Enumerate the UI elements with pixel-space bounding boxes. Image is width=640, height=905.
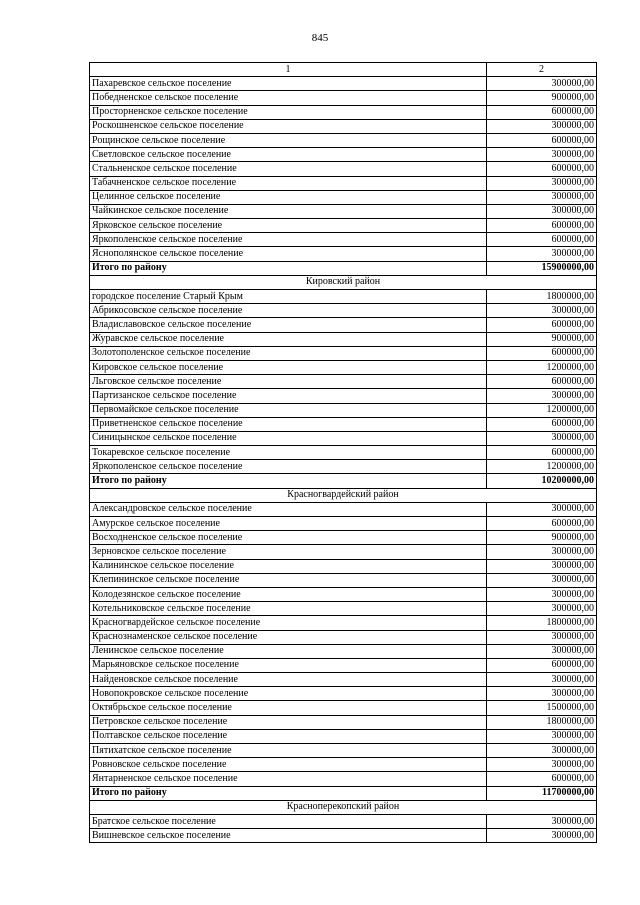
table-row [90, 758, 597, 772]
amount-cell: 1800000,00 [487, 616, 597, 630]
table-row [90, 318, 597, 332]
amount-cell: 600000,00 [487, 162, 597, 176]
settlement-name: Первомайское сельское поселение [90, 403, 487, 417]
amount-cell: 600000,00 [487, 346, 597, 360]
table-row [90, 304, 597, 318]
settlement-name: Янтарненское сельское поселение [90, 772, 487, 786]
amount-cell: 1800000,00 [487, 715, 597, 729]
table-row [90, 148, 597, 162]
settlement-name: Целинное сельское поселение [90, 190, 487, 204]
district-total-row [90, 261, 597, 275]
table-row [90, 204, 597, 218]
amount-cell: 900000,00 [487, 332, 597, 346]
settlement-name: Стальненское сельское поселение [90, 162, 487, 176]
table-row [90, 219, 597, 233]
header-row [90, 63, 597, 77]
amount-cell: 900000,00 [487, 91, 597, 105]
settlement-name: Просторненское сельское поселение [90, 105, 487, 119]
settlement-name: Зерновское сельское поселение [90, 545, 487, 559]
section-header-row [90, 800, 597, 814]
table-row [90, 673, 597, 687]
amount-cell: 300000,00 [487, 559, 597, 573]
settlement-name: Партизанское сельское поселение [90, 389, 487, 403]
district-name: Красногвардейский район [90, 488, 597, 502]
district-name: Красноперекопский район [90, 800, 597, 814]
settlement-name: Полтавское сельское поселение [90, 729, 487, 743]
table-row [90, 658, 597, 672]
table-row [90, 573, 597, 587]
amount-cell: 300000,00 [487, 77, 597, 91]
budget-table [89, 62, 597, 843]
table-row [90, 829, 597, 843]
settlement-name: Петровское сельское поселение [90, 715, 487, 729]
table-row [90, 176, 597, 190]
table-row [90, 559, 597, 573]
settlement-name: Пятихатское сельское поселение [90, 744, 487, 758]
amount-cell: 600000,00 [487, 105, 597, 119]
table-header [90, 63, 597, 77]
total-amount: 15900000,00 [487, 261, 597, 275]
amount-cell: 300000,00 [487, 602, 597, 616]
amount-cell: 1200000,00 [487, 403, 597, 417]
amount-cell: 300000,00 [487, 176, 597, 190]
table-row [90, 162, 597, 176]
settlement-name: Ярковское сельское поселение [90, 219, 487, 233]
table-row [90, 417, 597, 431]
settlement-name: городское поселение Старый Крым [90, 290, 487, 304]
district-total-row [90, 786, 597, 800]
table-row [90, 446, 597, 460]
settlement-name: Амурское сельское поселение [90, 517, 487, 531]
settlement-name: Калининское сельское поселение [90, 559, 487, 573]
amount-cell: 900000,00 [487, 531, 597, 545]
total-label: Итого по району [90, 261, 487, 275]
settlement-name: Котельниковское сельское поселение [90, 602, 487, 616]
settlement-name: Новопокровское сельское поселение [90, 687, 487, 701]
section-header-row [90, 275, 597, 289]
amount-cell: 300000,00 [487, 673, 597, 687]
table-row [90, 616, 597, 630]
table-row [90, 233, 597, 247]
amount-cell: 300000,00 [487, 573, 597, 587]
settlement-name: Марьяновское сельское поселение [90, 658, 487, 672]
table-row [90, 431, 597, 445]
settlement-name: Пахаревское сельское поселение [90, 77, 487, 91]
amount-cell: 300000,00 [487, 190, 597, 204]
amount-cell: 300000,00 [487, 545, 597, 559]
table-row [90, 630, 597, 644]
amount-cell: 600000,00 [487, 658, 597, 672]
table-row [90, 389, 597, 403]
settlement-name: Чайкинское сельское поселение [90, 204, 487, 218]
settlement-name: Александровское сельское поселение [90, 502, 487, 516]
table-row [90, 715, 597, 729]
settlement-name: Роскошненское сельское поселение [90, 119, 487, 133]
table-row [90, 460, 597, 474]
table-row [90, 119, 597, 133]
settlement-name: Восходненское сельское поселение [90, 531, 487, 545]
amount-cell: 300000,00 [487, 502, 597, 516]
table-body [90, 77, 597, 843]
table-row [90, 133, 597, 147]
header-col-1: 1 [90, 63, 487, 77]
amount-cell: 300000,00 [487, 148, 597, 162]
table-row [90, 545, 597, 559]
amount-cell: 300000,00 [487, 630, 597, 644]
amount-cell: 300000,00 [487, 247, 597, 261]
table-row [90, 587, 597, 601]
amount-cell: 300000,00 [487, 431, 597, 445]
settlement-name: Золотополенское сельское поселение [90, 346, 487, 360]
settlement-name: Льговское сельское поселение [90, 375, 487, 389]
amount-cell: 600000,00 [487, 219, 597, 233]
amount-cell: 1800000,00 [487, 290, 597, 304]
settlement-name: Токаревское сельское поселение [90, 446, 487, 460]
settlement-name: Краснознаменское сельское поселение [90, 630, 487, 644]
table-row [90, 531, 597, 545]
amount-cell: 300000,00 [487, 829, 597, 843]
table-row [90, 502, 597, 516]
amount-cell: 1500000,00 [487, 701, 597, 715]
table-row [90, 602, 597, 616]
amount-cell: 600000,00 [487, 133, 597, 147]
table-row [90, 91, 597, 105]
total-amount: 11700000,00 [487, 786, 597, 800]
settlement-name: Табачненское сельское поселение [90, 176, 487, 190]
page-number: 845 [311, 32, 329, 44]
settlement-name: Ровновское сельское поселение [90, 758, 487, 772]
total-amount: 10200000,00 [487, 474, 597, 488]
table-row [90, 375, 597, 389]
table-row [90, 729, 597, 743]
settlement-name: Яркополенское сельское поселение [90, 233, 487, 247]
table-row [90, 644, 597, 658]
header-col-2: 2 [487, 63, 597, 77]
amount-cell: 300000,00 [487, 119, 597, 133]
settlement-name: Светловское сельское поселение [90, 148, 487, 162]
table-row [90, 814, 597, 828]
settlement-name: Ленинское сельское поселение [90, 644, 487, 658]
amount-cell: 300000,00 [487, 644, 597, 658]
table-row [90, 517, 597, 531]
amount-cell: 600000,00 [487, 417, 597, 431]
table-row [90, 687, 597, 701]
amount-cell: 1200000,00 [487, 460, 597, 474]
settlement-name: Кировское сельское поселение [90, 360, 487, 374]
table-row [90, 360, 597, 374]
table-row [90, 247, 597, 261]
table-row [90, 105, 597, 119]
table-row [90, 346, 597, 360]
district-total-row [90, 474, 597, 488]
table-row [90, 77, 597, 91]
amount-cell: 300000,00 [487, 204, 597, 218]
amount-cell: 600000,00 [487, 446, 597, 460]
settlement-name: Журавское сельское поселение [90, 332, 487, 346]
settlement-name: Яркополенское сельское поселение [90, 460, 487, 474]
amount-cell: 600000,00 [487, 772, 597, 786]
table-row [90, 772, 597, 786]
table-row [90, 332, 597, 346]
amount-cell: 300000,00 [487, 389, 597, 403]
amount-cell: 600000,00 [487, 318, 597, 332]
amount-cell: 300000,00 [487, 587, 597, 601]
amount-cell: 300000,00 [487, 304, 597, 318]
section-header-row [90, 488, 597, 502]
table-row [90, 290, 597, 304]
amount-cell: 300000,00 [487, 814, 597, 828]
settlement-name: Колодезянское сельское поселение [90, 587, 487, 601]
total-label: Итого по району [90, 474, 487, 488]
settlement-name: Октябрьское сельское поселение [90, 701, 487, 715]
settlement-name: Братское сельское поселение [90, 814, 487, 828]
settlement-name: Красногвардейское сельское поселение [90, 616, 487, 630]
table-row [90, 701, 597, 715]
table-row [90, 744, 597, 758]
amount-cell: 300000,00 [487, 729, 597, 743]
settlement-name: Владиславовское сельское поселение [90, 318, 487, 332]
settlement-name: Победненское сельское поселение [90, 91, 487, 105]
amount-cell: 300000,00 [487, 758, 597, 772]
settlement-name: Вишневское сельское поселение [90, 829, 487, 843]
district-name: Кировский район [90, 275, 597, 289]
total-label: Итого по району [90, 786, 487, 800]
amount-cell: 1200000,00 [487, 360, 597, 374]
table-row [90, 403, 597, 417]
amount-cell: 300000,00 [487, 744, 597, 758]
settlement-name: Приветненское сельское поселение [90, 417, 487, 431]
settlement-name: Рощинское сельское поселение [90, 133, 487, 147]
settlement-name: Яснополянское сельское поселение [90, 247, 487, 261]
table-row [90, 190, 597, 204]
settlement-name: Абрикосовское сельское поселение [90, 304, 487, 318]
amount-cell: 300000,00 [487, 687, 597, 701]
settlement-name: Синицынское сельское поселение [90, 431, 487, 445]
settlement-name: Клепининское сельское поселение [90, 573, 487, 587]
amount-cell: 600000,00 [487, 517, 597, 531]
settlement-name: Найденовское сельское поселение [90, 673, 487, 687]
amount-cell: 600000,00 [487, 233, 597, 247]
amount-cell: 600000,00 [487, 375, 597, 389]
